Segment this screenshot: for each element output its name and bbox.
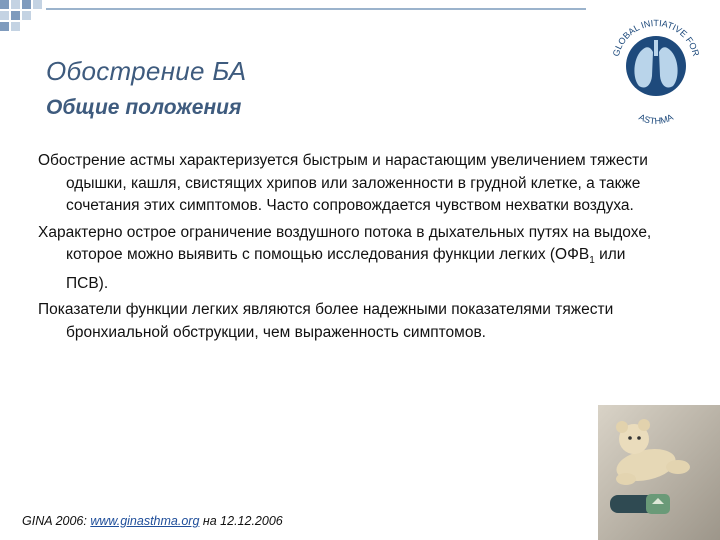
corner-decoration (0, 0, 60, 40)
top-divider (46, 8, 586, 10)
gina-logo (606, 10, 706, 128)
gina-link[interactable]: www.ginasthma.org (90, 514, 200, 528)
teddy-inhaler-photo (598, 405, 720, 540)
paragraph-2-text: Характерно острое ограничение воздушного потока в дыхательных путях на выдохе, которое можно выявить с помощью исследования функции легких (ОФВ (38, 223, 652, 263)
paragraph-2-tail: или ПСВ). (66, 246, 626, 292)
slide-title: Обострение БА (46, 56, 247, 86)
paragraph-3: Показатели функции легких являются более надежными показателями тяжести бронхиальной обструкции, чем выраженность симптомов. (38, 301, 614, 341)
slide-subtitle: Общие положения (46, 96, 242, 119)
fev-subscript: 1 (589, 255, 595, 267)
source-suffix: на 12.12.2006 (199, 514, 283, 528)
slide-body (38, 150, 668, 348)
logo-text-bottom: ASTHMA (637, 111, 675, 127)
paragraph-2 (38, 222, 668, 296)
svg-text:ASTHMA (637, 112, 675, 126)
source-prefix: GINA 2006: (22, 514, 91, 528)
paragraph-1: Обострение астмы характеризуется быстрым и нарастающим увеличением тяжести одышки, кашля, свистящих хрипов или заложенности в грудной клетке, а также сочетания этих симптомов. Часто сопровождается чувством нехватки воздуха. (38, 152, 648, 214)
source-citation (22, 514, 283, 528)
logo-text-top: GLOBAL INITIATIVE FOR (610, 17, 702, 58)
